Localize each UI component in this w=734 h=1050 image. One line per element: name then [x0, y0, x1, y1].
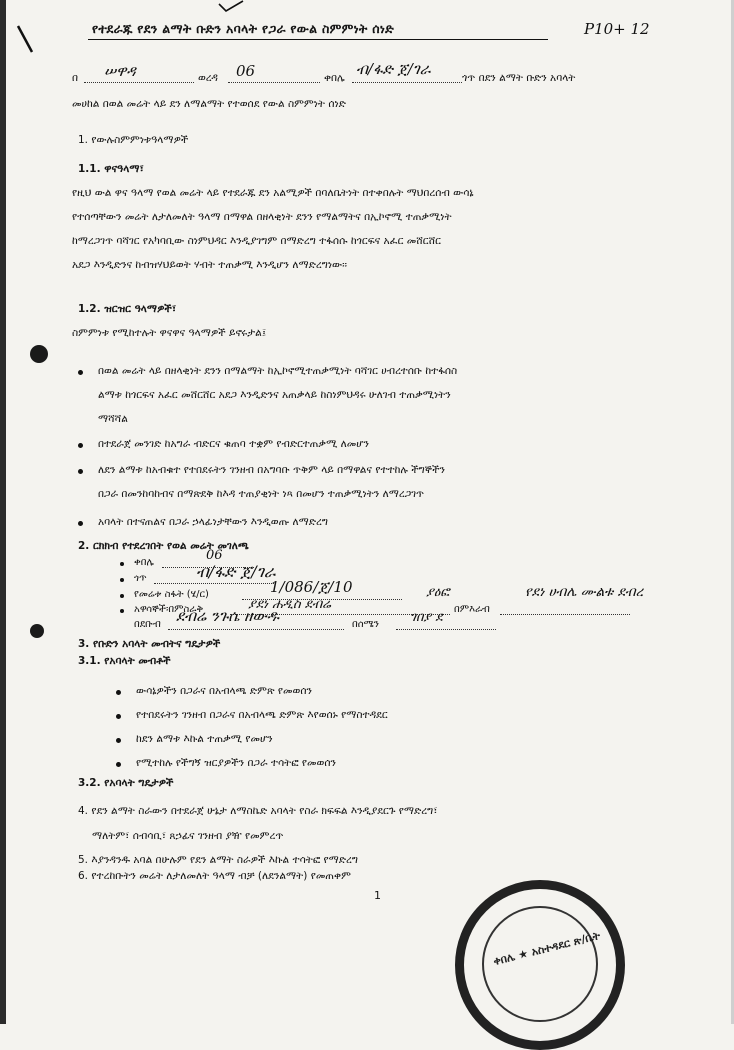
- area-value: 1/086/ጀ/10: [270, 578, 353, 596]
- north-value: ደብሬ ንጉሴ ዘውዱ: [176, 607, 279, 625]
- section1-2-intro: ስምምነቱ የሚከተሉት ዋናዋና ዓላማዎች ይኖሩታል፤: [72, 327, 267, 339]
- list-item: ማሻሻል: [98, 413, 128, 425]
- intro-kebele-handwritten: ብ/ፋድ ጀ/ገራ: [356, 60, 431, 78]
- bullet-icon: [116, 714, 121, 719]
- check-mark-icon: [216, 0, 246, 14]
- intro-blank-kebele: [352, 82, 462, 83]
- bullet-icon: [120, 578, 124, 582]
- stamp-text: ቀበሌ ★ አስተዳደር ጽ/ቤት: [491, 928, 602, 969]
- intro-prefix: በ: [72, 72, 79, 84]
- bullet-icon: [120, 594, 124, 598]
- section4-line1: 4. የደን ልማት ስራውን በተደራጀ ሁኔታ ለማስኬድ አባላት የስራ ክፍፍል እንዲያደርጉ የማድረግ፣: [78, 805, 438, 817]
- section3-heading: 3. የቡድን አባላት መብትና ግዴታዎች: [78, 638, 221, 650]
- section1-2-heading: 1.2. ዝርዝር ዓላማዎች፣: [78, 303, 177, 315]
- scan-edge: [0, 0, 6, 1024]
- got-label: ጎጥ: [134, 573, 147, 584]
- list-item: የሚተከሉ የችግኝ ዝርያዎችን በጋራ ተሳትፎ የመወሰን: [136, 757, 337, 769]
- list-item: ልማቱ ከጎርፍና አፈር መሸርሸር አደጋ እንዲድንና አጠቃላይ ከስነምህዳሩ ሁለገብ ተጠቃሚነትን: [98, 389, 451, 401]
- north-blank: [168, 629, 344, 630]
- list-item: ውሳኔዎችን በጋራና በአብላጫ ድምጽ የመወሰን: [136, 685, 312, 697]
- west-value: የደነ ሀብሌ ሙልቱ ደብረ: [525, 584, 644, 600]
- section3-1-heading: 3.1. የአባላት መብቶች: [78, 655, 171, 667]
- bullet-icon: [116, 738, 121, 743]
- bullet-icon: [116, 690, 121, 695]
- intro-line1-suffix: ጎጥ በደን ልማት ቡድን አባላት: [462, 72, 576, 84]
- intro-blank-number: [228, 82, 320, 83]
- title-underline: [88, 39, 548, 40]
- section1-1-line: የዚህ ውል ዋና ዓላማ የወል መሬት ላይ የተደራጁ ደን አልሚዎች በባለቤትነት በተቀበሉት ማህበረሰብ ውሳኔ: [72, 187, 474, 199]
- east-extra: ያዕፎ: [426, 585, 450, 600]
- north-label: በደቡብ: [134, 619, 161, 630]
- punch-hole-top: [30, 345, 48, 363]
- list-item: በጋራ በመንከባከብና በማጽደቅ ከእዳ ተጠያቂነት ነጻ በመሆን ተጠቃሚነትን ለማረጋገጥ: [98, 488, 425, 500]
- kebele-value: ብ/ፋድ ጀ/ገራ: [196, 562, 276, 581]
- kebele-label: ቀበሌ: [134, 557, 154, 568]
- south-label: በሰሜን: [352, 619, 379, 630]
- intro-woreda-handwritten: ሠዋዳ: [104, 62, 136, 80]
- got-blank: [154, 583, 274, 584]
- intro-blank-woreda: [84, 82, 194, 83]
- punch-hole-bottom: [30, 624, 44, 638]
- area-label: የመሬቱ ስፋት (ሄ/ር): [134, 589, 209, 600]
- intro-woreda-number: 06: [236, 62, 256, 80]
- section1-1-line: አደጋ እንዲድንና ከብዝሃህይወት ሃብት ተጠቃሚ እንዲሆን ለማድረግነው፡፡: [72, 259, 348, 271]
- section4-line2: ማለትም፣ ሰብሳቢ፣ ጸኃፊና ገንዘብ ያዥ የመምረጥ: [92, 830, 284, 842]
- west-label: በምእራብ: [454, 604, 490, 615]
- list-item: የተበደሩትን ገንዘብ በጋራና በአብላጫ ድምጽ እየወሰኑ የማስተዳደር: [136, 709, 388, 721]
- section1-1-line: ከማረጋገጥ ባሻገር የአካባቢው ስነምህዳር እንዲያገግም በማድረግ ተፋሰሱ ከጎርፍና አፈር መሸርሸር: [72, 235, 441, 247]
- section1-1-heading: 1.1. ዋናዓላማ፣: [78, 163, 144, 175]
- page-number: 1: [374, 889, 381, 902]
- list-item: በወል መሬት ላይ በዘላቂነት ደንን በማልማት ከኢኮኖሚተጠቃሚነት ባሻገር ሀብረተሰቡ ከተፋሰስ: [98, 365, 458, 377]
- bullet-icon: [78, 521, 83, 526]
- section6: 6. የተረከቡትን መሬት ለታለመለት ዓላማ ብቻ (ለደንልማት) የመጠቀም: [78, 870, 351, 882]
- section1-1-line: የተሰጣቸውን መሬት ለታለመለት ዓላማ በማዋል በዘላቂነት ደንን የማልማትና በኢኮኖሚ ተጠቃሚነት: [72, 211, 452, 223]
- intro-woreda-label: ወረዳ: [198, 72, 218, 84]
- list-item: ለደን ልማቱ ከአብቁተ የተበደሩትን ገንዘብ በአግባቡ ጥቅም ላይ በማዋልና የተተከሉ ችግኞችን: [98, 464, 446, 476]
- list-item: በተደራጀ መንገድ ከአግራ ብድርና ቁጠባ ተቋም የብድርተጠቃሚ ለመሆን: [98, 438, 369, 450]
- section3-2-heading: 3.2. የአባላት ግዴታዎች: [78, 777, 174, 789]
- east-value: ያደነ ሐዲስ ደብሬ: [248, 597, 331, 612]
- pen-mark-icon: [10, 20, 50, 60]
- neighbors-label: አዋሳኞች፡በምስራቅ: [134, 604, 204, 615]
- bullet-icon: [78, 469, 83, 474]
- intro-kebele-label: ቀበሌ: [324, 72, 345, 84]
- section1-heading: 1. የውሉስምምነቱዓላማዎች: [78, 134, 189, 146]
- south-blank: [396, 629, 496, 630]
- bullet-icon: [78, 443, 83, 448]
- bullet-icon: [120, 609, 124, 613]
- corner-note: P10+ 12: [584, 20, 650, 38]
- south-value: ገበያ ደ: [410, 610, 443, 625]
- document-title: የተደራጁ የደን ልማት ቡድን አባላት የጋራ የውል ስምምነት ሰነድ: [92, 21, 395, 36]
- section2-heading: 2. ርክክብ የተደረገበት የወል መሬት መገለጫ: [78, 540, 249, 552]
- section5: 5. እያንዳንዱ አባል በሁሉም የደን ልማት ስራዎች እኩል ተሳትፎ የማድረግ: [78, 854, 359, 866]
- bullet-icon: [116, 762, 121, 767]
- intro-line2: መሀከል በወል መሬት ላይ ደን ለማልማት የተወሰደ የውል ስምምነት ሰነድ: [72, 98, 346, 110]
- list-item: አባላት በተናጠልና በጋራ ኃላፊነታቸውን እንዲወጡ ለማድረግ: [98, 516, 329, 528]
- list-item: ከደን ልማቱ እኩል ተጠቃሚ የመሆን: [136, 733, 273, 745]
- west-blank: [500, 614, 630, 615]
- bullet-icon: [120, 562, 124, 566]
- kebele-number: 06: [206, 548, 223, 563]
- bullet-icon: [78, 370, 83, 375]
